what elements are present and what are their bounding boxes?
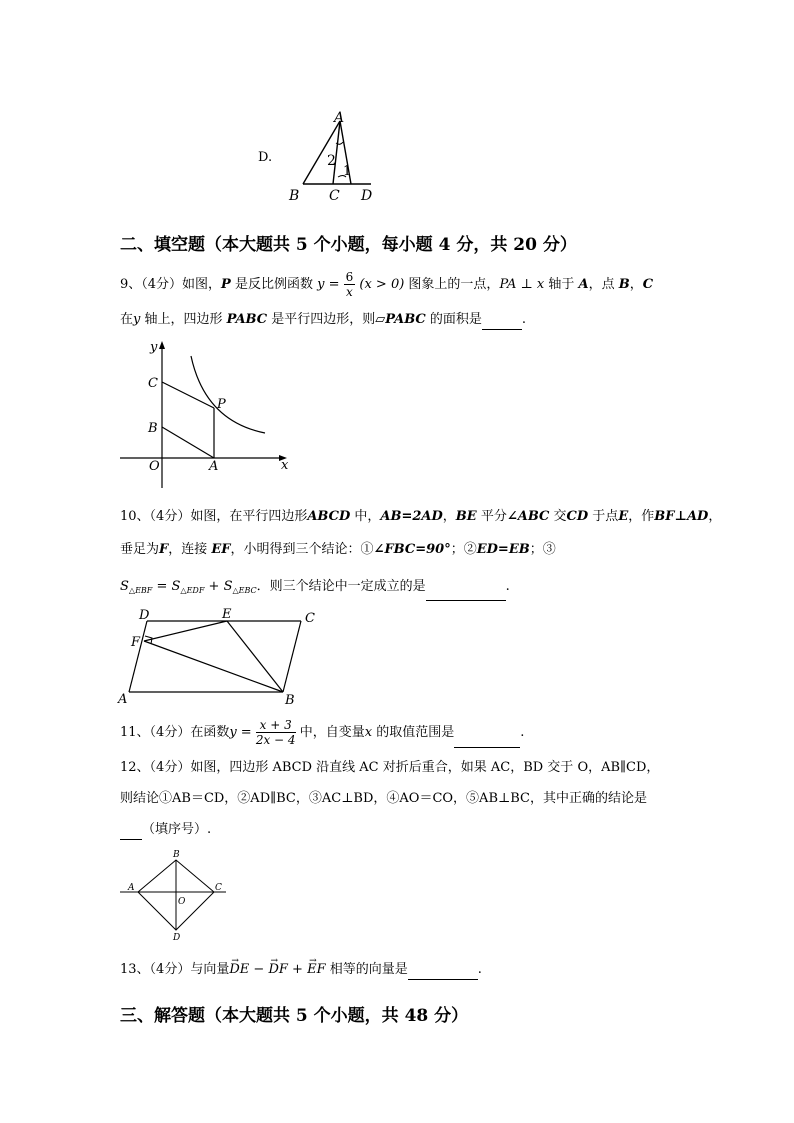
segment-ba [162,427,214,458]
q9-answer-blank[interactable] [482,315,522,330]
svg-text:A: A [118,692,128,707]
q10-line2: 垂足为F，连接 EF，小明得到三个结论：①∠FBC=90°；②ED=EB；③ [120,542,556,557]
q9-fraction: $\frac{6}{x}$ [345,270,354,299]
q12-line3: （填序号）. [120,820,211,840]
svg-text:O: O [149,459,160,474]
section2-title: 二、填空题（本大题共 5 个小题，每小题 4 分，共 20 分） [120,235,577,255]
svg-text:B: B [173,850,180,860]
svg-text:y: y [150,340,158,355]
svg-text:A: A [128,883,135,893]
label-a: A [334,110,345,126]
q11-fraction: $\frac{x + 3}{2x - 4}$ [255,718,296,747]
q12-line1: 12、（4分）如图，四边形 ABCD 沿直线 AC 对折后重合，如果 AC，BD 交于 O，AB∥CD， [120,760,660,775]
q12-answer-blank[interactable] [120,825,142,840]
label-d: D [361,188,373,204]
svg-text:C: C [148,376,158,391]
svg-text:C: C [305,611,315,626]
svg-text:E: E [222,607,232,622]
label-b: B [289,188,300,204]
svg-text:B: B [285,693,295,708]
q13-line: 13、（4分）与向量→ DE − → DF + → EF 相等的向量是 . [120,960,482,980]
side-ad [129,621,147,692]
svg-text:O: O [178,897,186,907]
q13-answer-blank[interactable] [408,965,478,980]
svg-text:D: D [173,933,181,943]
svg-text:A: A [209,459,219,474]
svg-text:C: C [215,883,222,893]
q12-line2: 则结论①AB＝CD，②AD∥BC，③AC⊥BD，④AO＝CO，⑤AB⊥BC，其中正确的结论是 [120,791,647,806]
q9-line2: 在y 轴上，四边形 PABC 是平行四边形，则▱PABC 的面积是 . [120,310,526,330]
option-d-figure [283,105,383,205]
q10-answer-blank[interactable] [426,586,506,601]
label-c: C [329,188,340,204]
svg-text:B: B [148,421,158,436]
q9-figure [115,336,295,490]
q10-line3: $S_{\triangle EBF} = S_{\triangle EDF} + S_{\triangle EBC}$．则三个结论中一定成立的是 . [120,577,510,601]
svg-text:D: D [139,608,150,623]
q11-answer-blank[interactable] [454,733,520,748]
hyperbola-curve [191,356,265,433]
q10-figure [115,603,330,708]
q12-figure [118,846,230,944]
section3-title: 三、解答题（本大题共 5 个小题，共 48 分） [120,1006,469,1026]
label-angle1: 1 [343,164,352,179]
svg-text:x: x [281,458,289,473]
label-angle2: 2 [327,153,336,169]
q10-line1: 10、（4分）如图，在平行四边形ABCD 中，AB=2AD，BE 平分∠ABC 交CD 于点E，作BF⊥AD， [120,509,722,524]
svg-text:P: P [217,397,226,412]
q11-line: 11、（4分）在函数y = $\frac{x + 3}{2x - 4}$ 中，自变量x 的取值范围是 . [120,718,525,747]
segment-fe [144,621,227,641]
svg-text:F: F [131,635,141,650]
q9-line1: 9、（4分）如图，P 是反比例函数 y = $\frac{6}{x}$ (x > 0) 图象上的一点，PA ⊥ x 轴于 A，点 B，C [120,270,654,299]
option-d-label: D. [258,150,273,165]
side-cb [283,621,301,692]
